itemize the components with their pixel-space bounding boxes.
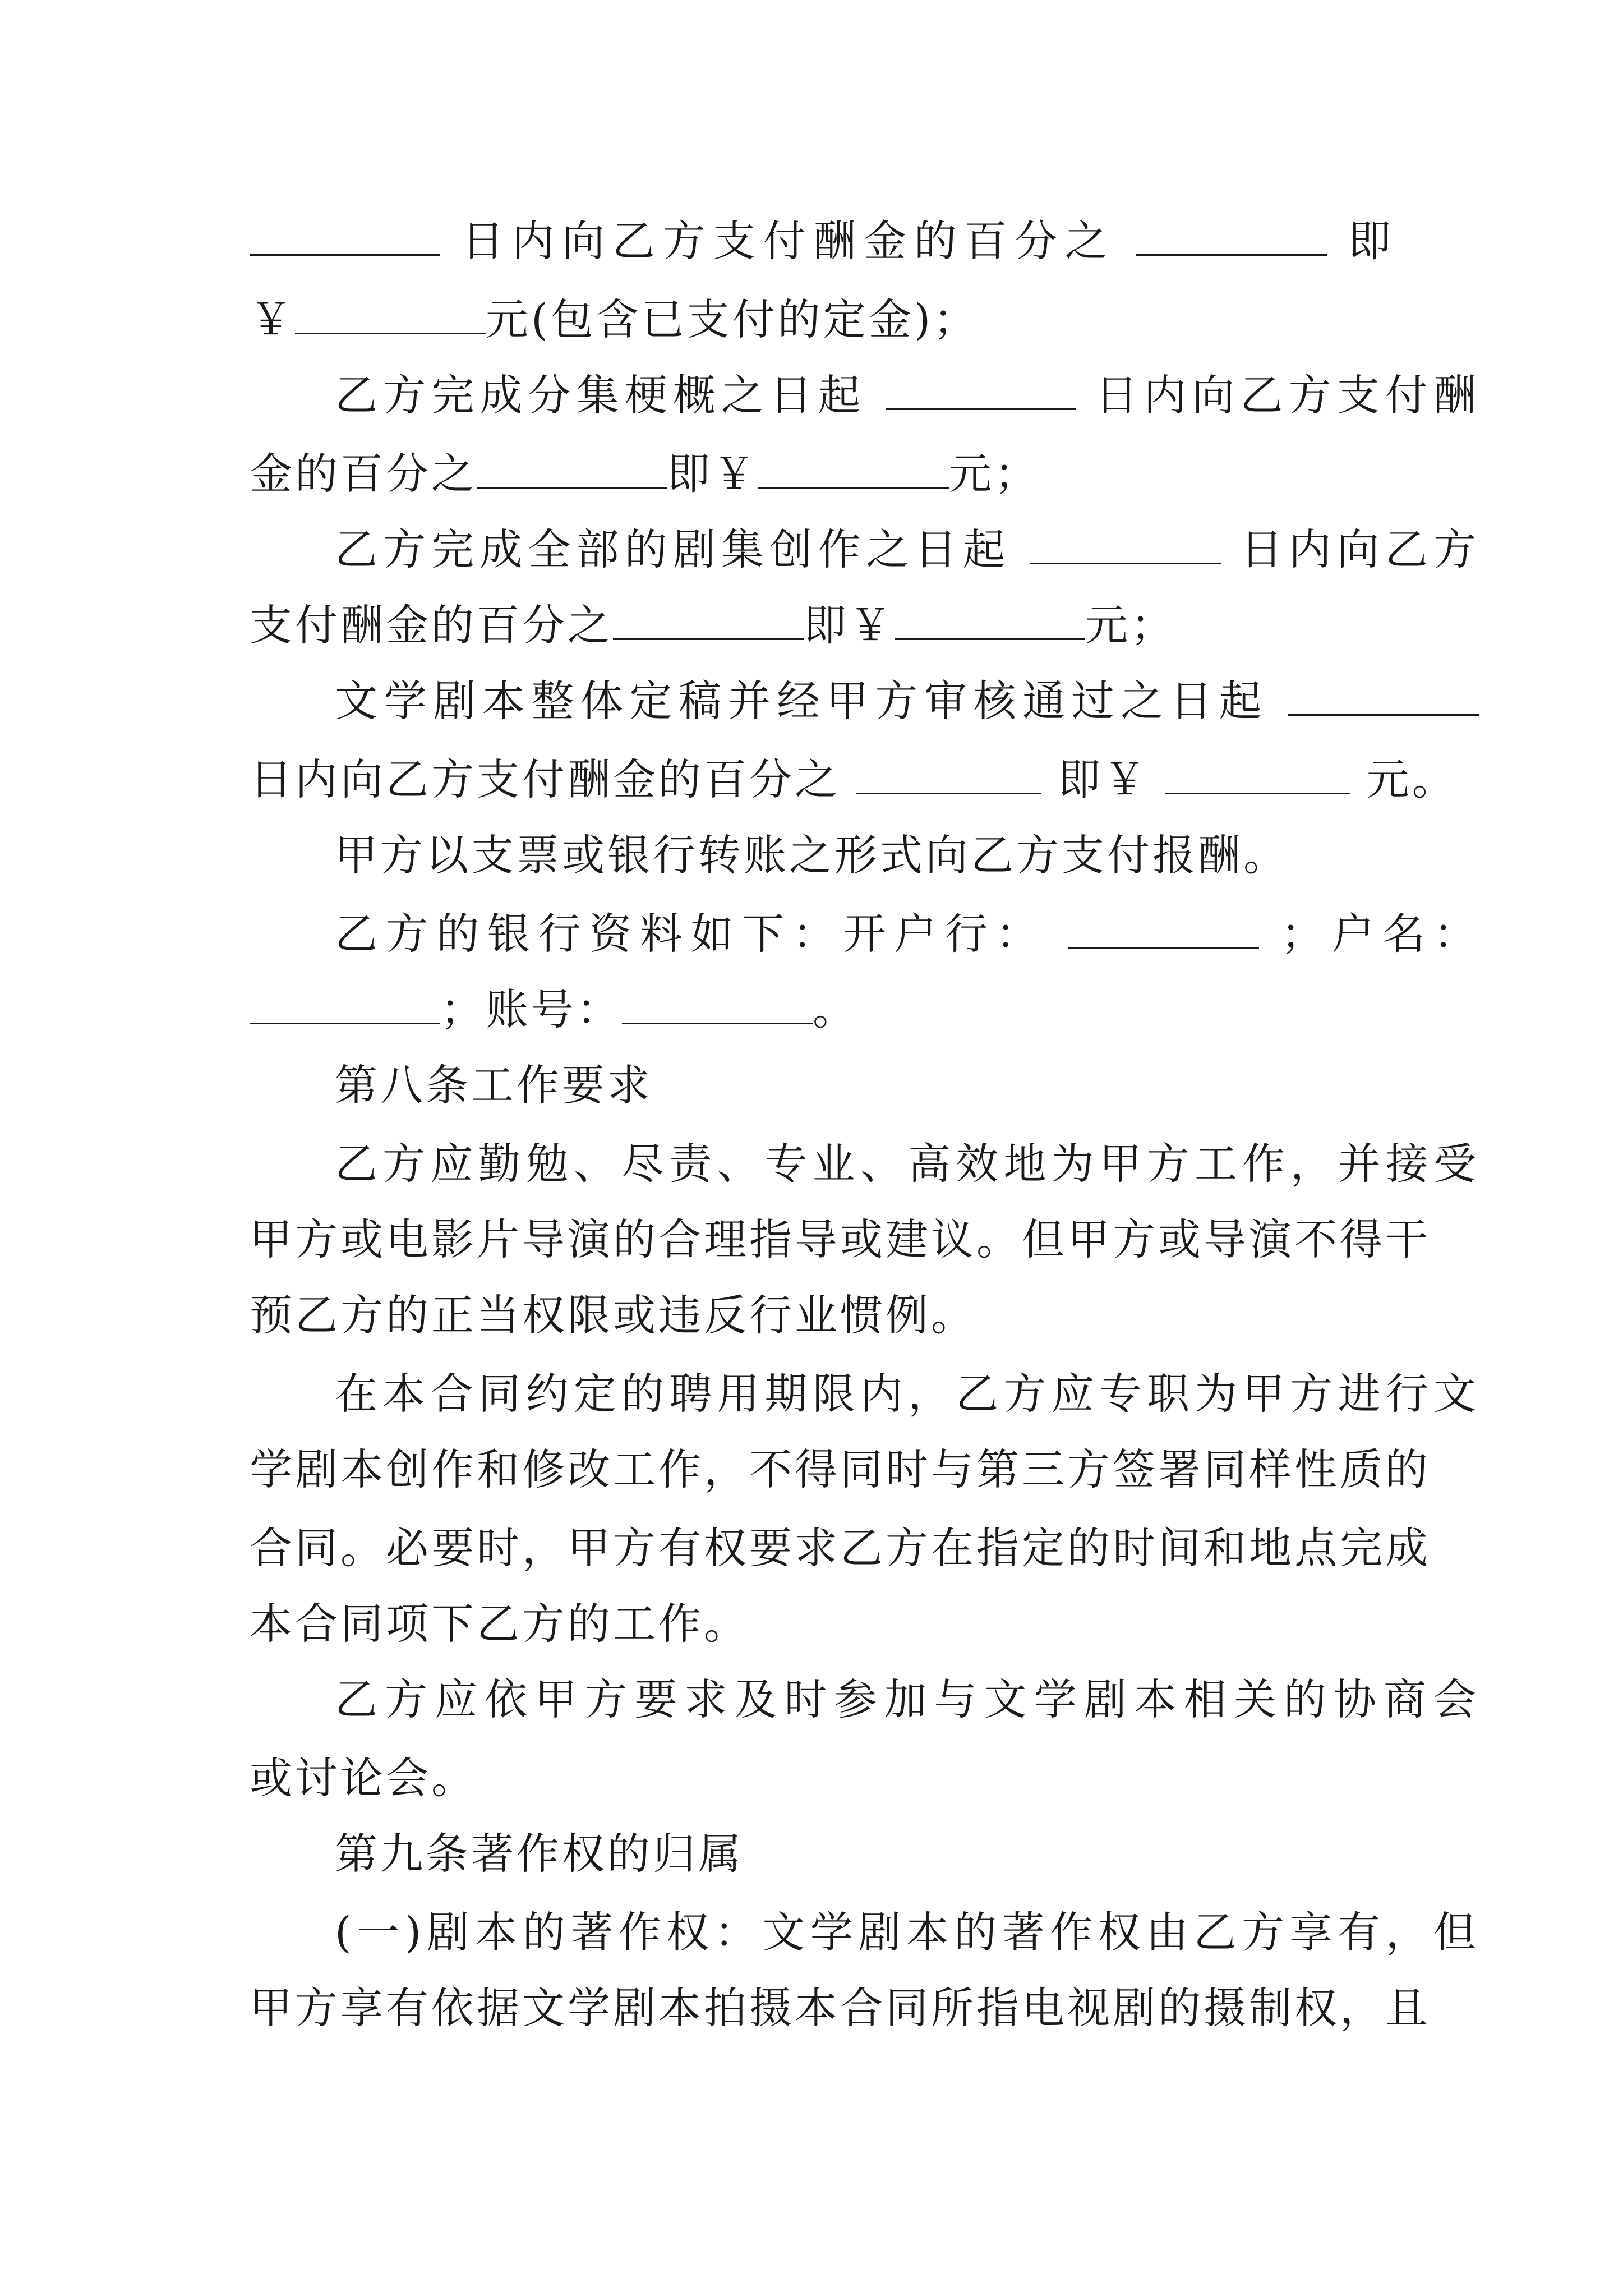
- line-4: [250, 440, 1394, 508]
- text-span: 第八条工作要求: [335, 1060, 653, 1110]
- fill-blank[interactable]: [1030, 529, 1221, 564]
- line-10: [250, 900, 1479, 968]
- text-span: 乙方完成全部的剧集创作之日起: [335, 524, 1011, 574]
- line-3: [250, 362, 1479, 429]
- fill-blank[interactable]: [886, 375, 1076, 410]
- text-span: ；户名：: [1280, 909, 1479, 959]
- text-span: 第九条著作权的归属: [335, 1829, 744, 1879]
- fill-blank[interactable]: [622, 989, 813, 1024]
- text-span: 支付酬金的百分之: [250, 600, 613, 650]
- line-18: [250, 1515, 1431, 1582]
- fill-blank[interactable]: [1165, 759, 1350, 794]
- text-span: 。: [813, 984, 858, 1034]
- text-span: 即￥: [804, 600, 895, 650]
- fill-blank[interactable]: [250, 220, 440, 256]
- text-span: 甲方或电影片导演的合理指导或建议。但甲方或导演不得干: [250, 1214, 1431, 1264]
- line-7: [250, 668, 1479, 735]
- text-span: 合同。必要时，甲方有权要求乙方在指定的时间和地点完成: [250, 1523, 1431, 1573]
- fill-blank[interactable]: [1068, 913, 1259, 949]
- text-span: 元；: [949, 449, 1040, 499]
- fill-blank[interactable]: [477, 453, 667, 489]
- text-span: (一)剧本的著作权：文学剧本的著作权由乙方享有，但: [335, 1907, 1479, 1957]
- text-span: 即￥: [1058, 754, 1149, 804]
- line-16: [250, 1360, 1479, 1428]
- line-21: [250, 1745, 1394, 1812]
- text-span: ￥: [250, 295, 295, 344]
- text-span: 元；: [1085, 600, 1176, 650]
- text-span: ；账号：: [440, 984, 622, 1034]
- line-14: [250, 1206, 1431, 1273]
- text-span: 日内向乙方支付酬: [1095, 370, 1479, 420]
- text-span: 或讨论会。: [250, 1753, 477, 1803]
- text-span: 甲方以支票或银行转账之形式向乙方支付报酬。: [335, 830, 1289, 880]
- text-span: 日内向乙方支付酬金的百分之: [461, 216, 1115, 266]
- fill-blank[interactable]: [295, 299, 486, 334]
- text-span: 金的百分之: [250, 449, 477, 499]
- line-13: [250, 1130, 1479, 1198]
- text-span: 文学剧本整体定稿并经甲方审核通过之日起: [335, 676, 1269, 726]
- line-2: [250, 286, 1394, 353]
- text-span: 元(包含已支付的定金)；: [486, 295, 979, 344]
- line-17: [250, 1436, 1431, 1503]
- fill-blank[interactable]: [250, 989, 440, 1024]
- line-5: [250, 516, 1479, 583]
- text-span: 本合同项下乙方的工作。: [250, 1599, 749, 1649]
- fill-blank[interactable]: [758, 453, 949, 489]
- article-9-heading: [250, 1820, 1479, 1888]
- text-span: 日内向乙方: [1240, 524, 1479, 574]
- text-span: 乙方应勤勉、尽责、专业、高效地为甲方工作，并接受: [335, 1139, 1479, 1189]
- text-span: 学剧本创作和修改工作，不得同时与第三方签署同样性质的: [250, 1444, 1431, 1494]
- fill-blank[interactable]: [1288, 680, 1479, 716]
- line-20: [250, 1666, 1479, 1733]
- text-span: 即￥: [667, 449, 758, 499]
- fill-blank[interactable]: [856, 759, 1041, 794]
- text-span: 预乙方的正当权限或违反行业惯例。: [250, 1290, 976, 1340]
- text-span: 甲方享有依据文学剧本拍摄本合同所指电视剧的摄制权，且: [250, 1983, 1431, 2033]
- line-24: [250, 1975, 1431, 2042]
- line-23: [250, 1899, 1479, 1966]
- text-span: 在本合同约定的聘用期限内，乙方应专职为甲方进行文: [335, 1369, 1479, 1419]
- text-span: 乙方完成分集梗概之日起: [335, 370, 866, 420]
- line-19: [250, 1590, 1394, 1658]
- line-11: [250, 976, 1394, 1043]
- fill-blank[interactable]: [895, 605, 1085, 640]
- text-span: 元。: [1366, 754, 1458, 804]
- text-span: 日内向乙方支付酬金的百分之: [250, 754, 840, 804]
- line-1: [250, 208, 1394, 275]
- fill-blank[interactable]: [613, 605, 804, 640]
- line-8: [250, 746, 1458, 813]
- text-span: 即: [1348, 216, 1394, 266]
- line-15: [250, 1282, 1394, 1349]
- line-9: [250, 822, 1479, 889]
- fill-blank[interactable]: [1136, 220, 1327, 256]
- text-span: 乙方应依甲方要求及时参加与文学剧本相关的协商会: [335, 1674, 1479, 1724]
- text-span: 乙方的银行资料如下：开户行：: [335, 909, 1047, 959]
- line-6: [250, 592, 1394, 659]
- article-8-heading: [250, 1052, 1479, 1119]
